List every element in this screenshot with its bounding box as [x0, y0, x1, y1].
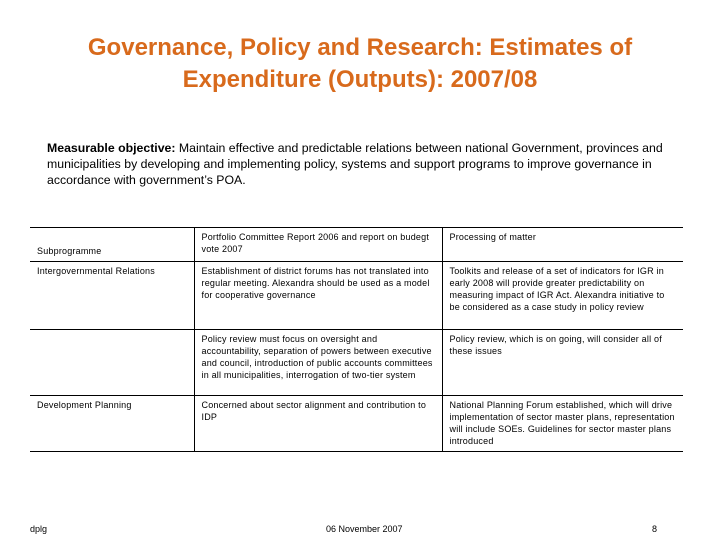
table-row	[30, 396, 683, 452]
table-row	[30, 330, 683, 396]
cell-subprogramme: Development Planning	[30, 396, 194, 452]
cell-subprogramme: Intergovernmental Relations	[30, 262, 194, 330]
table-header-row	[30, 228, 683, 262]
cell-subprogramme	[30, 330, 194, 396]
footer-page-number: 8	[652, 524, 658, 534]
measurable-objective	[47, 140, 697, 188]
header-processing: Processing of matter	[442, 228, 683, 262]
header-portfolio-report: Portfolio Committee Report 2006 and report on budegt vote 2007	[194, 228, 442, 262]
cell-processing: Toolkits and release of a set of indicators for IGR in early 2008 will provide greater predictability on measuring impact of IGR Act. Alexandra initiative to be considered as a case study in policy review	[442, 262, 683, 330]
objective-label: Measurable objective:	[47, 141, 176, 155]
slide-title: Governance, Policy and Research: Estimates of Expenditure (Outputs): 2007/08	[87, 34, 633, 93]
table-row	[30, 262, 683, 330]
cell-processing: Policy review, which is on going, will consider all of these issues	[442, 330, 683, 396]
cell-report: Concerned about sector alignment and contribution to IDP	[194, 396, 442, 452]
header-subprogramme: Subprogramme	[30, 228, 194, 262]
cell-processing: National Planning Forum established, which will drive implementation of sector master plans, representation will include SOEs. Guidelines for sector master plans introduced	[442, 396, 683, 452]
cell-report: Policy review must focus on oversight and accountability, separation of powers between executive and council, introduction of public accounts committees in all municipalities, interrogation of two-tier system	[194, 330, 442, 396]
objective-text: Maintain effective and predictable relations between national Government, provinces and municipalities by developing and implementing policy, systems and support programs to improve governance in accordance with government’s POA.	[47, 141, 663, 187]
footer-date: 06 November 2007	[326, 524, 403, 534]
cell-report: Establishment of district forums has not translated into regular meeting. Alexandra should be used as a model for cooperative governance	[194, 262, 442, 330]
expenditure-outputs-table	[30, 227, 683, 452]
footer-organisation: dplg	[30, 524, 48, 534]
